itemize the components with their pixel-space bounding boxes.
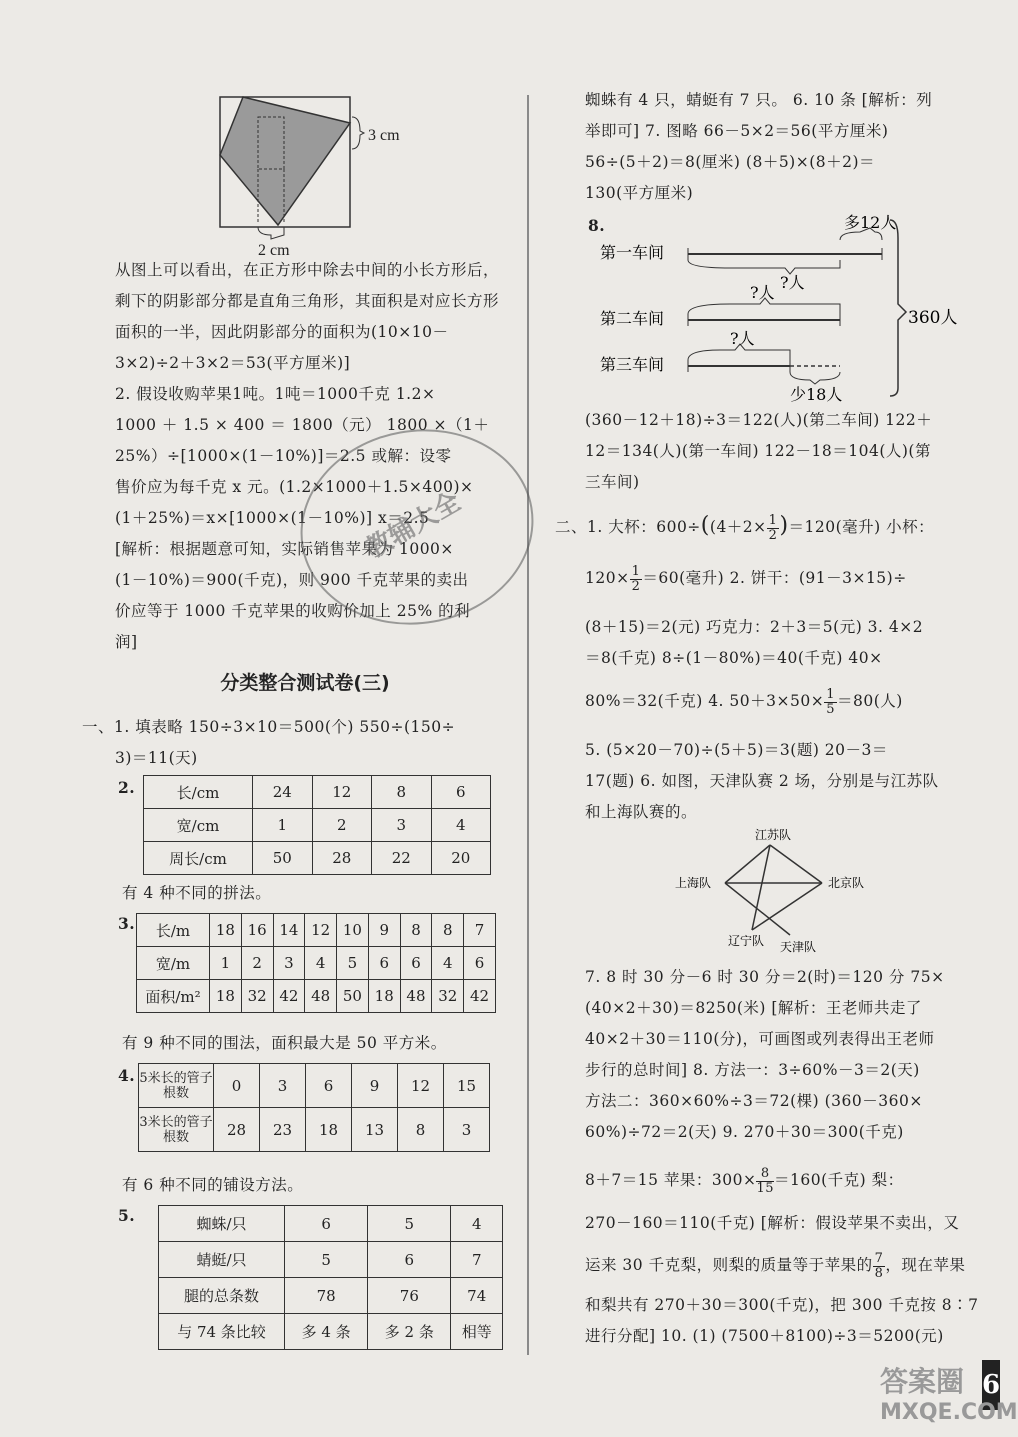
right-d-block	[585, 962, 995, 1148]
item2-line: [解析：根据题意可知，实际销售苹果为 1000×	[115, 540, 454, 558]
question-3: ?人	[730, 329, 755, 348]
right-mid-block	[585, 405, 995, 498]
fraction-half: $\frac{1}{2}$	[631, 563, 641, 594]
table-q3	[136, 913, 496, 1013]
row-label-3: 第三车间	[600, 355, 665, 374]
table-row: 腿的总条数 78 76 74	[159, 1278, 503, 1314]
q3-note: 有 9 种不同的围法，面积最大是 50 平方米。	[122, 1034, 447, 1052]
item2-line: 1000 ＋ 1.5 × 400 ＝ 1800（元） 1800 ×（1＋	[115, 416, 490, 434]
team-beijing: 北京队	[828, 876, 865, 890]
q5-number: 5.	[118, 1206, 136, 1225]
text-line: 12＝134(人)(第一车间) 122－18＝104(人)(第	[585, 442, 931, 460]
more-label: 多12人	[844, 213, 897, 232]
q1-line2: 3)＝11(天)	[115, 749, 198, 767]
line-80pct: 80%＝32(千克) 4. 50＋3×50× $\frac{1}{5}$ ＝80(人)	[585, 686, 903, 717]
item2-line: 2. 假设收购苹果1吨。1吨＝1000千克 1.2×	[115, 385, 436, 403]
team-jiangsu: 江苏队	[755, 828, 792, 842]
table-row: 宽/cm 1 2 3 4	[144, 809, 491, 842]
right-b-block	[585, 612, 995, 674]
text-line: 130(平方厘米)	[585, 184, 694, 202]
sec2-line1: 二、1. 大杯：600÷((4＋2× $\frac{1}{2}$ )＝120(毫升) 小杯：	[555, 512, 935, 543]
text-line: 方法二：360×60%÷3＝72(棵) (360－360×	[585, 1092, 923, 1110]
item2-line: (1＋25%)＝x×[1000×(1－10%)] x＝2.5	[115, 509, 430, 527]
text-line: 和梨共有 270＋30＝300(千克)，把 300 千克按 8∶7	[585, 1296, 979, 1314]
row-label-1: 第一车间	[600, 243, 665, 262]
row-label-2: 第二车间	[600, 309, 665, 328]
page-number-tab: 6	[982, 1360, 1000, 1410]
table-q2	[143, 775, 491, 875]
fraction-7-8: $\frac{7}{8}$	[874, 1250, 884, 1281]
line-apple: 8＋7＝15 苹果：300× $\frac{8}{15}$ ＝160(千克) 梨：	[585, 1165, 904, 1196]
table-row: 3米长的管子根数 28 23 18 13 8 3	[139, 1108, 490, 1152]
watermark-logo: 答案圈	[880, 1365, 965, 1398]
label-3cm: 3 cm	[368, 127, 400, 144]
team-liaoning: 辽宁队	[728, 934, 765, 948]
question-1: ?人	[780, 273, 805, 292]
text-line: 举即可] 7. 图略 66－5×2＝56(平方厘米)	[585, 122, 889, 140]
table-row: 蜘蛛/只 6 5 4	[159, 1206, 503, 1242]
right-e-block	[585, 1290, 995, 1352]
table-row: 长/m 18 16 14 12 10 9 8 8 7	[137, 914, 496, 947]
less-label: 少18人	[790, 385, 843, 404]
team-shanghai: 上海队	[675, 876, 712, 890]
column-divider	[527, 95, 529, 1355]
text-line: (40×2＋30)＝8250(米) [解析：王老师共走了	[585, 999, 922, 1017]
table-row: 蜻蜓/只 5 6 7	[159, 1242, 503, 1278]
square-diagram	[218, 95, 518, 265]
text-line: 56÷(5＋2)＝8(厘米) (8＋5)×(8＋2)＝	[585, 153, 876, 171]
item2-line: (1－10%)＝900(千克)，则 900 千克苹果的卖出	[115, 571, 469, 589]
line-pear: 270－160＝110(千克) [解析：假设苹果不卖出，又	[585, 1214, 960, 1232]
watermark-site: MXQE.COM	[880, 1400, 1018, 1425]
watermark-stamp-text: 教辅大全	[360, 486, 466, 565]
text-line: 蜘蛛有 4 只，蜻蜓有 7 只。 6. 10 条 [解析：列	[585, 91, 933, 109]
text-line: ＝8(千克) 8÷(1－80%)＝40(千克) 40×	[585, 649, 883, 667]
line-pear2: 运来 30 千克梨，则梨的质量等于苹果的 $\frac{7}{8}$ ，现在苹果	[585, 1250, 966, 1281]
item2-line: 售价应为每千克 x 元。(1.2×1000＋1.5×400)×	[115, 478, 474, 496]
q3-number: 3.	[118, 914, 136, 933]
item2-line: 润]	[115, 633, 138, 651]
section-title: 分类整合测试卷(三)	[220, 672, 390, 694]
text-line: 和上海队赛的。	[585, 803, 698, 821]
total-label: 360人	[908, 308, 958, 328]
team-tianjin: 天津队	[780, 940, 817, 954]
text-line: 进行分配] 10. (1) (7500＋8100)÷3＝5200(元)	[585, 1327, 944, 1345]
sec2-line2: 120× $\frac{1}{2}$ ＝60(毫升) 2. 饼干：(91－3×15)÷	[585, 563, 907, 594]
table-row: 面积/m² 18 32 42 48 50 18 48 32 42	[137, 980, 496, 1013]
q8-number: 8.	[588, 216, 606, 235]
q4-number: 4.	[118, 1066, 136, 1085]
q2-note: 有 4 种不同的拼法。	[122, 884, 272, 902]
explanation-para: 从图上可以看出，在正方形中除去中间的小长方形后，剩下的阴影部分都是直角三角形，其面积是对应长方形面积的一半，因此阴影部分的面积为(10×10－3×2)÷2＋3×2＝53(平方厘米)]	[115, 261, 500, 372]
text-line: (360－12＋18)÷3＝122(人)(第二车间) 122＋	[585, 411, 933, 429]
item2-line: 价应等于 1000 千克苹果的收购价加上 25% 的利	[115, 602, 471, 620]
right-top-block	[585, 85, 995, 209]
table-row: 5米长的管子根数 0 3 6 9 12 15	[139, 1064, 490, 1108]
table-q5	[158, 1205, 503, 1350]
text-line: (8＋15)＝2(元) 巧克力：2＋3＝5(元) 3. 4×2	[585, 618, 924, 636]
text-line: 60%)÷72＝2(天) 9. 270＋30＝300(千克)	[585, 1123, 904, 1141]
item2-line: 25%）÷[1000×(1－10%)]＝2.5 或解：设零	[115, 447, 452, 465]
table-row: 宽/m 1 2 3 4 5 6 6 4 6	[137, 947, 496, 980]
bar-diagram	[600, 213, 1000, 408]
fraction-8-15: $\frac{8}{15}$	[756, 1165, 774, 1196]
text-line: 7. 8 时 30 分－6 时 30 分＝2(时)＝120 分 75×	[585, 968, 945, 986]
q4-note: 有 6 种不同的铺设方法。	[122, 1176, 304, 1194]
fraction-half: $\frac{1}{2}$	[768, 512, 778, 543]
fraction-fifth: $\frac{1}{5}$	[826, 686, 835, 717]
label-2cm: 2 cm	[258, 242, 290, 259]
table-row: 长/cm 24 12 8 6	[144, 776, 491, 809]
question-2: ?人	[750, 283, 775, 302]
q2-number: 2.	[118, 778, 136, 797]
text-line: 40×2＋30＝110(分)，可画图或列表得出王老师	[585, 1030, 935, 1048]
q1-line1: 一、1. 填表略 150÷3×10＝500(个) 550÷(150÷	[82, 718, 456, 736]
right-c-block	[585, 735, 995, 828]
text-line: 三车间)	[585, 473, 640, 491]
table-row: 周长/cm 50 28 22 20	[144, 842, 491, 875]
text-line: 5. (5×20－70)÷(5＋5)＝3(题) 20－3＝	[585, 741, 888, 759]
team-graph	[670, 825, 930, 960]
text-line: 17(题) 6. 如图，天津队赛 2 场，分别是与江苏队	[585, 772, 939, 790]
table-q4	[138, 1063, 490, 1152]
table-row: 与 74 条比较 多 4 条 多 2 条 相等	[159, 1314, 503, 1350]
text-line: 步行的总时间] 8. 方法一：3÷60%－3＝2(天)	[585, 1061, 920, 1079]
